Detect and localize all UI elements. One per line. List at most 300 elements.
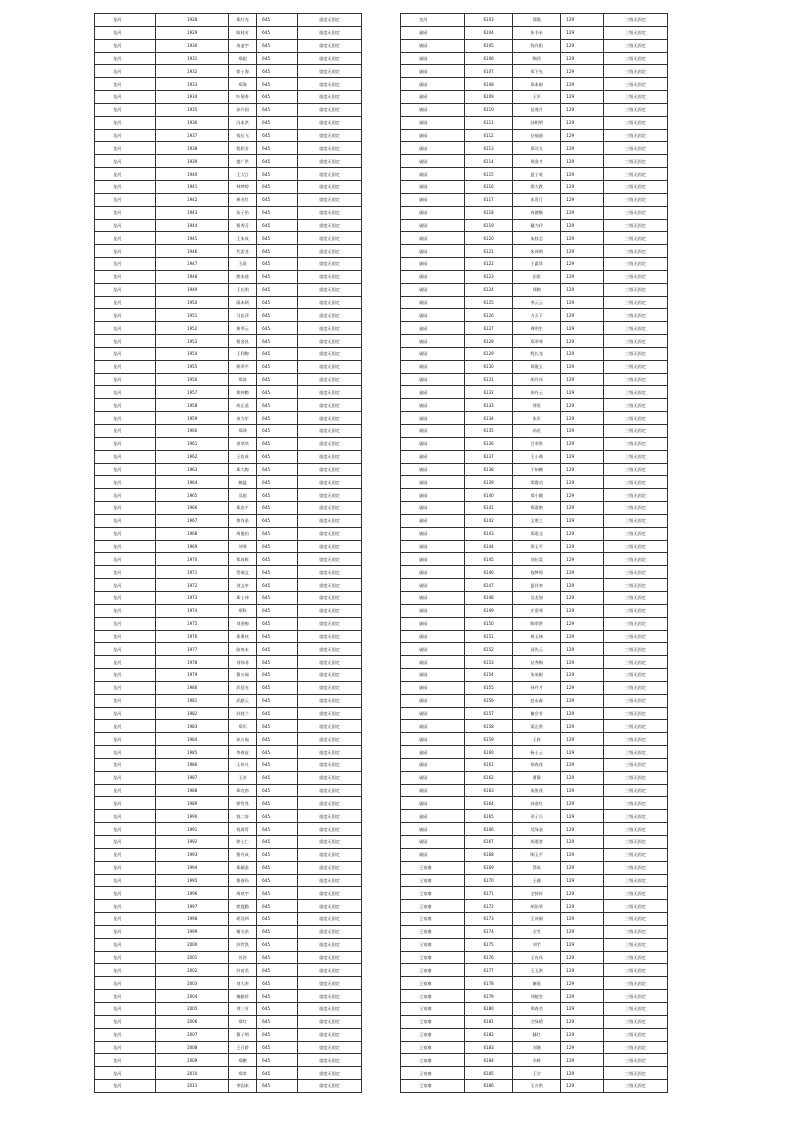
table-cell: 谢献珍 — [228, 990, 256, 1003]
table-cell: 重度无固定 — [298, 476, 362, 489]
table-cell: 三级无固定 — [603, 296, 667, 309]
table-cell: 胡丹凤 — [513, 373, 561, 386]
table-cell: 三级无固定 — [603, 797, 667, 810]
table-cell: 三级无固定 — [603, 450, 667, 463]
table-cell: 645 — [257, 502, 298, 515]
table-cell: 645 — [257, 219, 298, 232]
table-cell: 645 — [257, 1028, 298, 1041]
table-cell: 1987 — [156, 771, 229, 784]
table-row — [401, 938, 668, 951]
table-cell: 龙河 — [95, 1028, 156, 1041]
table-cell: 吕翠供 — [513, 437, 561, 450]
table-cell: 王朱成 — [228, 232, 256, 245]
table-cell: 三级无固定 — [603, 168, 667, 181]
table-cell: 谢会芳 — [513, 707, 561, 720]
table-cell: 郑亮南 — [228, 784, 256, 797]
table-cell: 1964 — [156, 476, 229, 489]
table-cell: 重度无固定 — [298, 425, 362, 438]
table-cell: 龙河 — [95, 810, 156, 823]
table-cell: 6133 — [465, 399, 513, 412]
table-cell: 三级无固定 — [603, 1054, 667, 1067]
table-cell: 1960 — [156, 425, 229, 438]
table-cell: 129 — [561, 335, 604, 348]
table-cell: 6149 — [465, 604, 513, 617]
table-cell: 重度无固定 — [298, 1028, 362, 1041]
table-cell: 龙河 — [95, 527, 156, 540]
table-cell: 三级无固定 — [603, 193, 667, 206]
table-cell: 129 — [561, 347, 604, 360]
table-cell: 645 — [257, 784, 298, 797]
table-cell: 龙河 — [95, 309, 156, 322]
table-row — [95, 1067, 362, 1080]
table-cell: 重度无固定 — [298, 245, 362, 258]
table-cell: 陈每未 — [228, 643, 256, 656]
table-cell: 645 — [257, 360, 298, 373]
table-row — [401, 720, 668, 733]
table-cell: 645 — [257, 476, 298, 489]
table-cell: 屠园 — [401, 258, 465, 271]
table-cell: 龙河 — [95, 39, 156, 52]
table-cell: 郑涛 — [228, 373, 256, 386]
table-cell: 屠园 — [401, 399, 465, 412]
table-cell: 6127 — [465, 322, 513, 335]
table-cell: 1971 — [156, 566, 229, 579]
table-row — [401, 874, 668, 887]
table-cell: 645 — [257, 116, 298, 129]
table-row — [95, 874, 362, 887]
table-cell: 129 — [561, 951, 604, 964]
table-row — [401, 694, 668, 707]
table-row — [401, 437, 668, 450]
table-row — [95, 951, 362, 964]
table-cell: 129 — [561, 1028, 604, 1041]
table-row — [95, 142, 362, 155]
table-cell: 周俊伯 — [228, 527, 256, 540]
table-cell: 屠园 — [401, 617, 465, 630]
table-cell: 6175 — [465, 938, 513, 951]
table-cell: 龙河 — [95, 977, 156, 990]
table-cell: 刘满 — [513, 1041, 561, 1054]
table-cell: 重度无固定 — [298, 861, 362, 874]
table-cell: 龙河 — [95, 694, 156, 707]
table-cell: 6182 — [465, 1028, 513, 1041]
table-cell: 2007 — [156, 1028, 229, 1041]
table-cell: 1931 — [156, 52, 229, 65]
table-cell: 6128 — [465, 335, 513, 348]
table-cell: 重度无固定 — [298, 1041, 362, 1054]
table-cell: 重度无固定 — [298, 514, 362, 527]
table-row — [95, 1041, 362, 1054]
table-cell: 129 — [561, 553, 604, 566]
table-cell: 李国本 — [228, 1080, 256, 1093]
table-row — [401, 823, 668, 836]
table-cell: 645 — [257, 977, 298, 990]
table-cell: 重度无固定 — [298, 193, 362, 206]
table-cell: 1956 — [156, 373, 229, 386]
table-cell: 李春虎 — [228, 746, 256, 759]
table-cell: 蘇红 — [513, 1028, 561, 1041]
table-cell: 三级无固定 — [603, 951, 667, 964]
table-cell: 129 — [561, 746, 604, 759]
table-cell: 645 — [257, 566, 298, 579]
table-row — [401, 579, 668, 592]
table-cell: 1982 — [156, 707, 229, 720]
table-row — [401, 91, 668, 104]
table-cell: 龙河 — [95, 180, 156, 193]
table-cell: 6118 — [465, 206, 513, 219]
table-cell: 三级无固定 — [603, 874, 667, 887]
table-cell: 孙万福 — [228, 733, 256, 746]
table-cell: 129 — [561, 322, 604, 335]
table-cell: 645 — [257, 296, 298, 309]
table-cell: 645 — [257, 527, 298, 540]
table-cell: 645 — [257, 270, 298, 283]
table-cell: 屠园 — [401, 746, 465, 759]
table-cell: 三级无固定 — [603, 514, 667, 527]
table-cell: 129 — [561, 412, 604, 425]
table-cell: 645 — [257, 91, 298, 104]
table-cell: 6135 — [465, 425, 513, 438]
table-cell: 重度无固定 — [298, 617, 362, 630]
table-cell: 屠园 — [401, 836, 465, 849]
table-cell: 129 — [561, 309, 604, 322]
table-cell: 龙河 — [95, 823, 156, 836]
table-row — [95, 681, 362, 694]
table-cell: 129 — [561, 155, 604, 168]
table-cell: 郑成辉 — [228, 553, 256, 566]
table-row — [95, 707, 362, 720]
table-cell: 重度无固定 — [298, 489, 362, 502]
table-cell: 郑春茂 — [513, 758, 561, 771]
table-cell: 1961 — [156, 437, 229, 450]
table-cell: 三级无固定 — [603, 463, 667, 476]
table-cell: 645 — [257, 180, 298, 193]
table-cell: 周泉宇 — [228, 887, 256, 900]
table-row — [401, 591, 668, 604]
table-row — [95, 656, 362, 669]
table-cell: 645 — [257, 938, 298, 951]
table-row — [401, 26, 668, 39]
table-cell: 6148 — [465, 591, 513, 604]
table-row — [401, 232, 668, 245]
table-cell: 129 — [561, 283, 604, 296]
table-cell: 王素珍 — [513, 258, 561, 271]
table-cell: 龙河 — [95, 347, 156, 360]
table-cell: 庄嘉琴 — [513, 604, 561, 617]
table-cell: 6162 — [465, 771, 513, 784]
table-cell: 屠园 — [401, 373, 465, 386]
table-cell: 王家寨 — [401, 874, 465, 887]
table-cell: 645 — [257, 425, 298, 438]
table-cell: 余翠华 — [228, 437, 256, 450]
table-cell: 129 — [561, 437, 604, 450]
table-cell: 陈桂芳 — [228, 26, 256, 39]
table-cell: 重度无固定 — [298, 823, 362, 836]
table-cell: 645 — [257, 437, 298, 450]
table-cell: 6124 — [465, 283, 513, 296]
table-cell: 三级无固定 — [603, 502, 667, 515]
table-row — [95, 527, 362, 540]
table-cell: 645 — [257, 720, 298, 733]
table-cell: 129 — [561, 643, 604, 656]
table-cell: 龙河 — [95, 514, 156, 527]
table-cell: 重度无固定 — [298, 758, 362, 771]
table-cell: 129 — [561, 514, 604, 527]
table-cell: 1966 — [156, 502, 229, 515]
table-cell: 1928 — [156, 14, 229, 27]
table-cell: 1936 — [156, 116, 229, 129]
table-cell: 程彩芳 — [228, 142, 256, 155]
table-cell: 645 — [257, 964, 298, 977]
table-cell: 6172 — [465, 900, 513, 913]
table-cell: 2011 — [156, 1080, 229, 1093]
table-cell: 林梦婷 — [228, 180, 256, 193]
table-cell: 2005 — [156, 1002, 229, 1015]
table-cell: 龙河 — [95, 476, 156, 489]
table-row — [401, 52, 668, 65]
table-row — [401, 527, 668, 540]
table-cell: 郑金才 — [513, 155, 561, 168]
table-row — [401, 373, 668, 386]
table-cell: 重度无固定 — [298, 900, 362, 913]
table-cell: 三级无固定 — [603, 694, 667, 707]
table-cell: 三级无固定 — [603, 656, 667, 669]
table-cell: 129 — [561, 604, 604, 617]
table-cell: 129 — [561, 861, 604, 874]
table-cell: 645 — [257, 450, 298, 463]
table-cell: 6117 — [465, 193, 513, 206]
table-cell: 重度无固定 — [298, 1002, 362, 1015]
table-cell: 645 — [257, 206, 298, 219]
table-row — [401, 848, 668, 861]
table-row — [95, 412, 362, 425]
table-row — [95, 360, 362, 373]
table-cell: 龙河 — [95, 964, 156, 977]
table-cell: 6165 — [465, 810, 513, 823]
table-cell: 龙河 — [95, 296, 156, 309]
table-cell: 6170 — [465, 874, 513, 887]
table-cell: 黄玉林 — [513, 630, 561, 643]
table-row — [95, 925, 362, 938]
table-cell: 三级无固定 — [603, 810, 667, 823]
table-cell: 2000 — [156, 938, 229, 951]
table-cell: 6136 — [465, 437, 513, 450]
table-cell: 6155 — [465, 681, 513, 694]
table-cell: 6168 — [465, 848, 513, 861]
table-cell: 吴龙如 — [513, 591, 561, 604]
table-cell: 郑翠琴 — [513, 335, 561, 348]
table-row — [401, 630, 668, 643]
table-cell: 全雪 — [513, 925, 561, 938]
table-cell: 129 — [561, 810, 604, 823]
table-cell: 6116 — [465, 180, 513, 193]
table-cell: 三级无固定 — [603, 26, 667, 39]
table-cell: 三级无固定 — [603, 1041, 667, 1054]
table-cell: 力天下 — [513, 309, 561, 322]
table-cell: 6152 — [465, 643, 513, 656]
table-cell: 龙河 — [95, 1067, 156, 1080]
table-cell: 三级无固定 — [603, 476, 667, 489]
table-cell: 龙河 — [95, 836, 156, 849]
table-cell: 钱周青 — [228, 823, 256, 836]
table-cell: 王家寨 — [401, 951, 465, 964]
table-cell: 645 — [257, 758, 298, 771]
table-cell: 6150 — [465, 617, 513, 630]
table-cell: 龙河 — [95, 1015, 156, 1028]
table-row — [95, 180, 362, 193]
table-cell: 1951 — [156, 309, 229, 322]
table-cell: 6154 — [465, 669, 513, 682]
table-cell: 1973 — [156, 591, 229, 604]
table-cell: 三级无固定 — [603, 245, 667, 258]
table-cell: 龙河 — [95, 591, 156, 604]
table-cell: 重度无固定 — [298, 502, 362, 515]
table-cell: 1967 — [156, 514, 229, 527]
table-cell: 645 — [257, 39, 298, 52]
table-cell: 645 — [257, 155, 298, 168]
table-cell: 龙河 — [95, 245, 156, 258]
table-cell: 三级无固定 — [603, 322, 667, 335]
table-cell: 郑超 — [228, 52, 256, 65]
table-cell: 龙河 — [95, 26, 156, 39]
table-row — [401, 283, 668, 296]
table-cell: 1963 — [156, 463, 229, 476]
table-cell: 三级无固定 — [603, 309, 667, 322]
table-cell: 129 — [561, 848, 604, 861]
table-cell: 三级无固定 — [603, 681, 667, 694]
table-cell: 645 — [257, 746, 298, 759]
table-cell: 邓子兵 — [513, 810, 561, 823]
table-cell: 重度无固定 — [298, 784, 362, 797]
table-cell: 黄光红 — [228, 193, 256, 206]
table-row — [95, 643, 362, 656]
table-cell: 廖本炳 — [228, 296, 256, 309]
table-row — [95, 347, 362, 360]
table-cell: 龙河 — [95, 669, 156, 682]
table-row — [95, 78, 362, 91]
table-cell: 6134 — [465, 412, 513, 425]
table-cell: 三级无固定 — [603, 1067, 667, 1080]
table-cell: 孙金红 — [513, 797, 561, 810]
table-row — [95, 964, 362, 977]
table-cell: 645 — [257, 656, 298, 669]
table-cell: 郑忠平 — [228, 502, 256, 515]
table-row — [401, 604, 668, 617]
table-cell: 辛辉 — [513, 1054, 561, 1067]
table-cell: 6126 — [465, 309, 513, 322]
table-cell: 屠园 — [401, 566, 465, 579]
table-cell: 朱凯茂 — [513, 784, 561, 797]
table-cell: 1950 — [156, 296, 229, 309]
table-cell: 龙河 — [95, 579, 156, 592]
table-cell: 645 — [257, 643, 298, 656]
table-row — [95, 386, 362, 399]
table-cell: 129 — [561, 476, 604, 489]
table-cell: 6153 — [465, 656, 513, 669]
table-cell: 129 — [561, 116, 604, 129]
table-cell: 苏西 — [228, 951, 256, 964]
table-cell: 三级无固定 — [603, 206, 667, 219]
table-cell: 屠园 — [401, 283, 465, 296]
table-cell: 龙河 — [95, 65, 156, 78]
table-cell: 三级无固定 — [603, 335, 667, 348]
table-cell: 郑嘉文 — [513, 527, 561, 540]
table-cell: 645 — [257, 1054, 298, 1067]
left-table — [94, 13, 362, 1093]
table-cell: 重度无固定 — [298, 155, 362, 168]
table-cell: 屠园 — [401, 643, 465, 656]
table-cell: 1943 — [156, 206, 229, 219]
table-cell: 龙河 — [95, 604, 156, 617]
table-cell: 6108 — [465, 78, 513, 91]
table-cell: 胡正道 — [228, 399, 256, 412]
table-cell: 屠园 — [401, 26, 465, 39]
table-cell: 周明生 — [513, 322, 561, 335]
table-cell: 王家寨 — [401, 938, 465, 951]
table-cell: 645 — [257, 617, 298, 630]
table-row — [401, 887, 668, 900]
table-cell: 龙河 — [95, 116, 156, 129]
table-cell: 129 — [561, 938, 604, 951]
table-cell: 夏子英 — [513, 168, 561, 181]
table-row — [95, 476, 362, 489]
table-cell: 重度无固定 — [298, 977, 362, 990]
table-cell: 2010 — [156, 1067, 229, 1080]
table-cell: 朱训明 — [513, 245, 561, 258]
table-cell: 龙河 — [95, 322, 156, 335]
table-cell: 龙河 — [95, 1054, 156, 1067]
table-cell: 重度无固定 — [298, 797, 362, 810]
table-cell: 129 — [561, 887, 604, 900]
table-cell: 重度无固定 — [298, 925, 362, 938]
table-cell: 129 — [561, 797, 604, 810]
table-row — [401, 450, 668, 463]
table-cell: 龙河 — [95, 758, 156, 771]
table-cell: 孙相明 — [513, 116, 561, 129]
table-cell: 6106 — [465, 52, 513, 65]
table-row — [401, 412, 668, 425]
table-cell: 张子怡 — [228, 206, 256, 219]
table-row — [401, 206, 668, 219]
table-cell: 645 — [257, 733, 298, 746]
table-cell: 刘琴 — [228, 540, 256, 553]
table-cell: 645 — [257, 604, 298, 617]
table-cell: 6113 — [465, 142, 513, 155]
table-cell: 朱桂芯 — [513, 232, 561, 245]
table-cell: 吴绿金 — [513, 823, 561, 836]
table-cell: 徐士海 — [228, 65, 256, 78]
table-row — [401, 1041, 668, 1054]
table-cell: 龙河 — [95, 129, 156, 142]
table-cell: 2002 — [156, 964, 229, 977]
table-cell: 645 — [257, 463, 298, 476]
table-cell: 龙河 — [95, 900, 156, 913]
table-cell: 朱英殿 — [513, 669, 561, 682]
table-cell: 蔡瑞文 — [228, 566, 256, 579]
table-cell: 曹春玛 — [228, 874, 256, 887]
table-cell: 三级无固定 — [603, 437, 667, 450]
table-cell: 1976 — [156, 630, 229, 643]
table-cell: 645 — [257, 669, 298, 682]
table-cell: 1991 — [156, 823, 229, 836]
table-row — [401, 193, 668, 206]
table-row — [401, 514, 668, 527]
table-cell: 屠园 — [401, 502, 465, 515]
table-cell: 重度无固定 — [298, 656, 362, 669]
table-cell: 1989 — [156, 797, 229, 810]
table-cell: 孙丹才 — [513, 681, 561, 694]
table-cell: 三级无固定 — [603, 232, 667, 245]
